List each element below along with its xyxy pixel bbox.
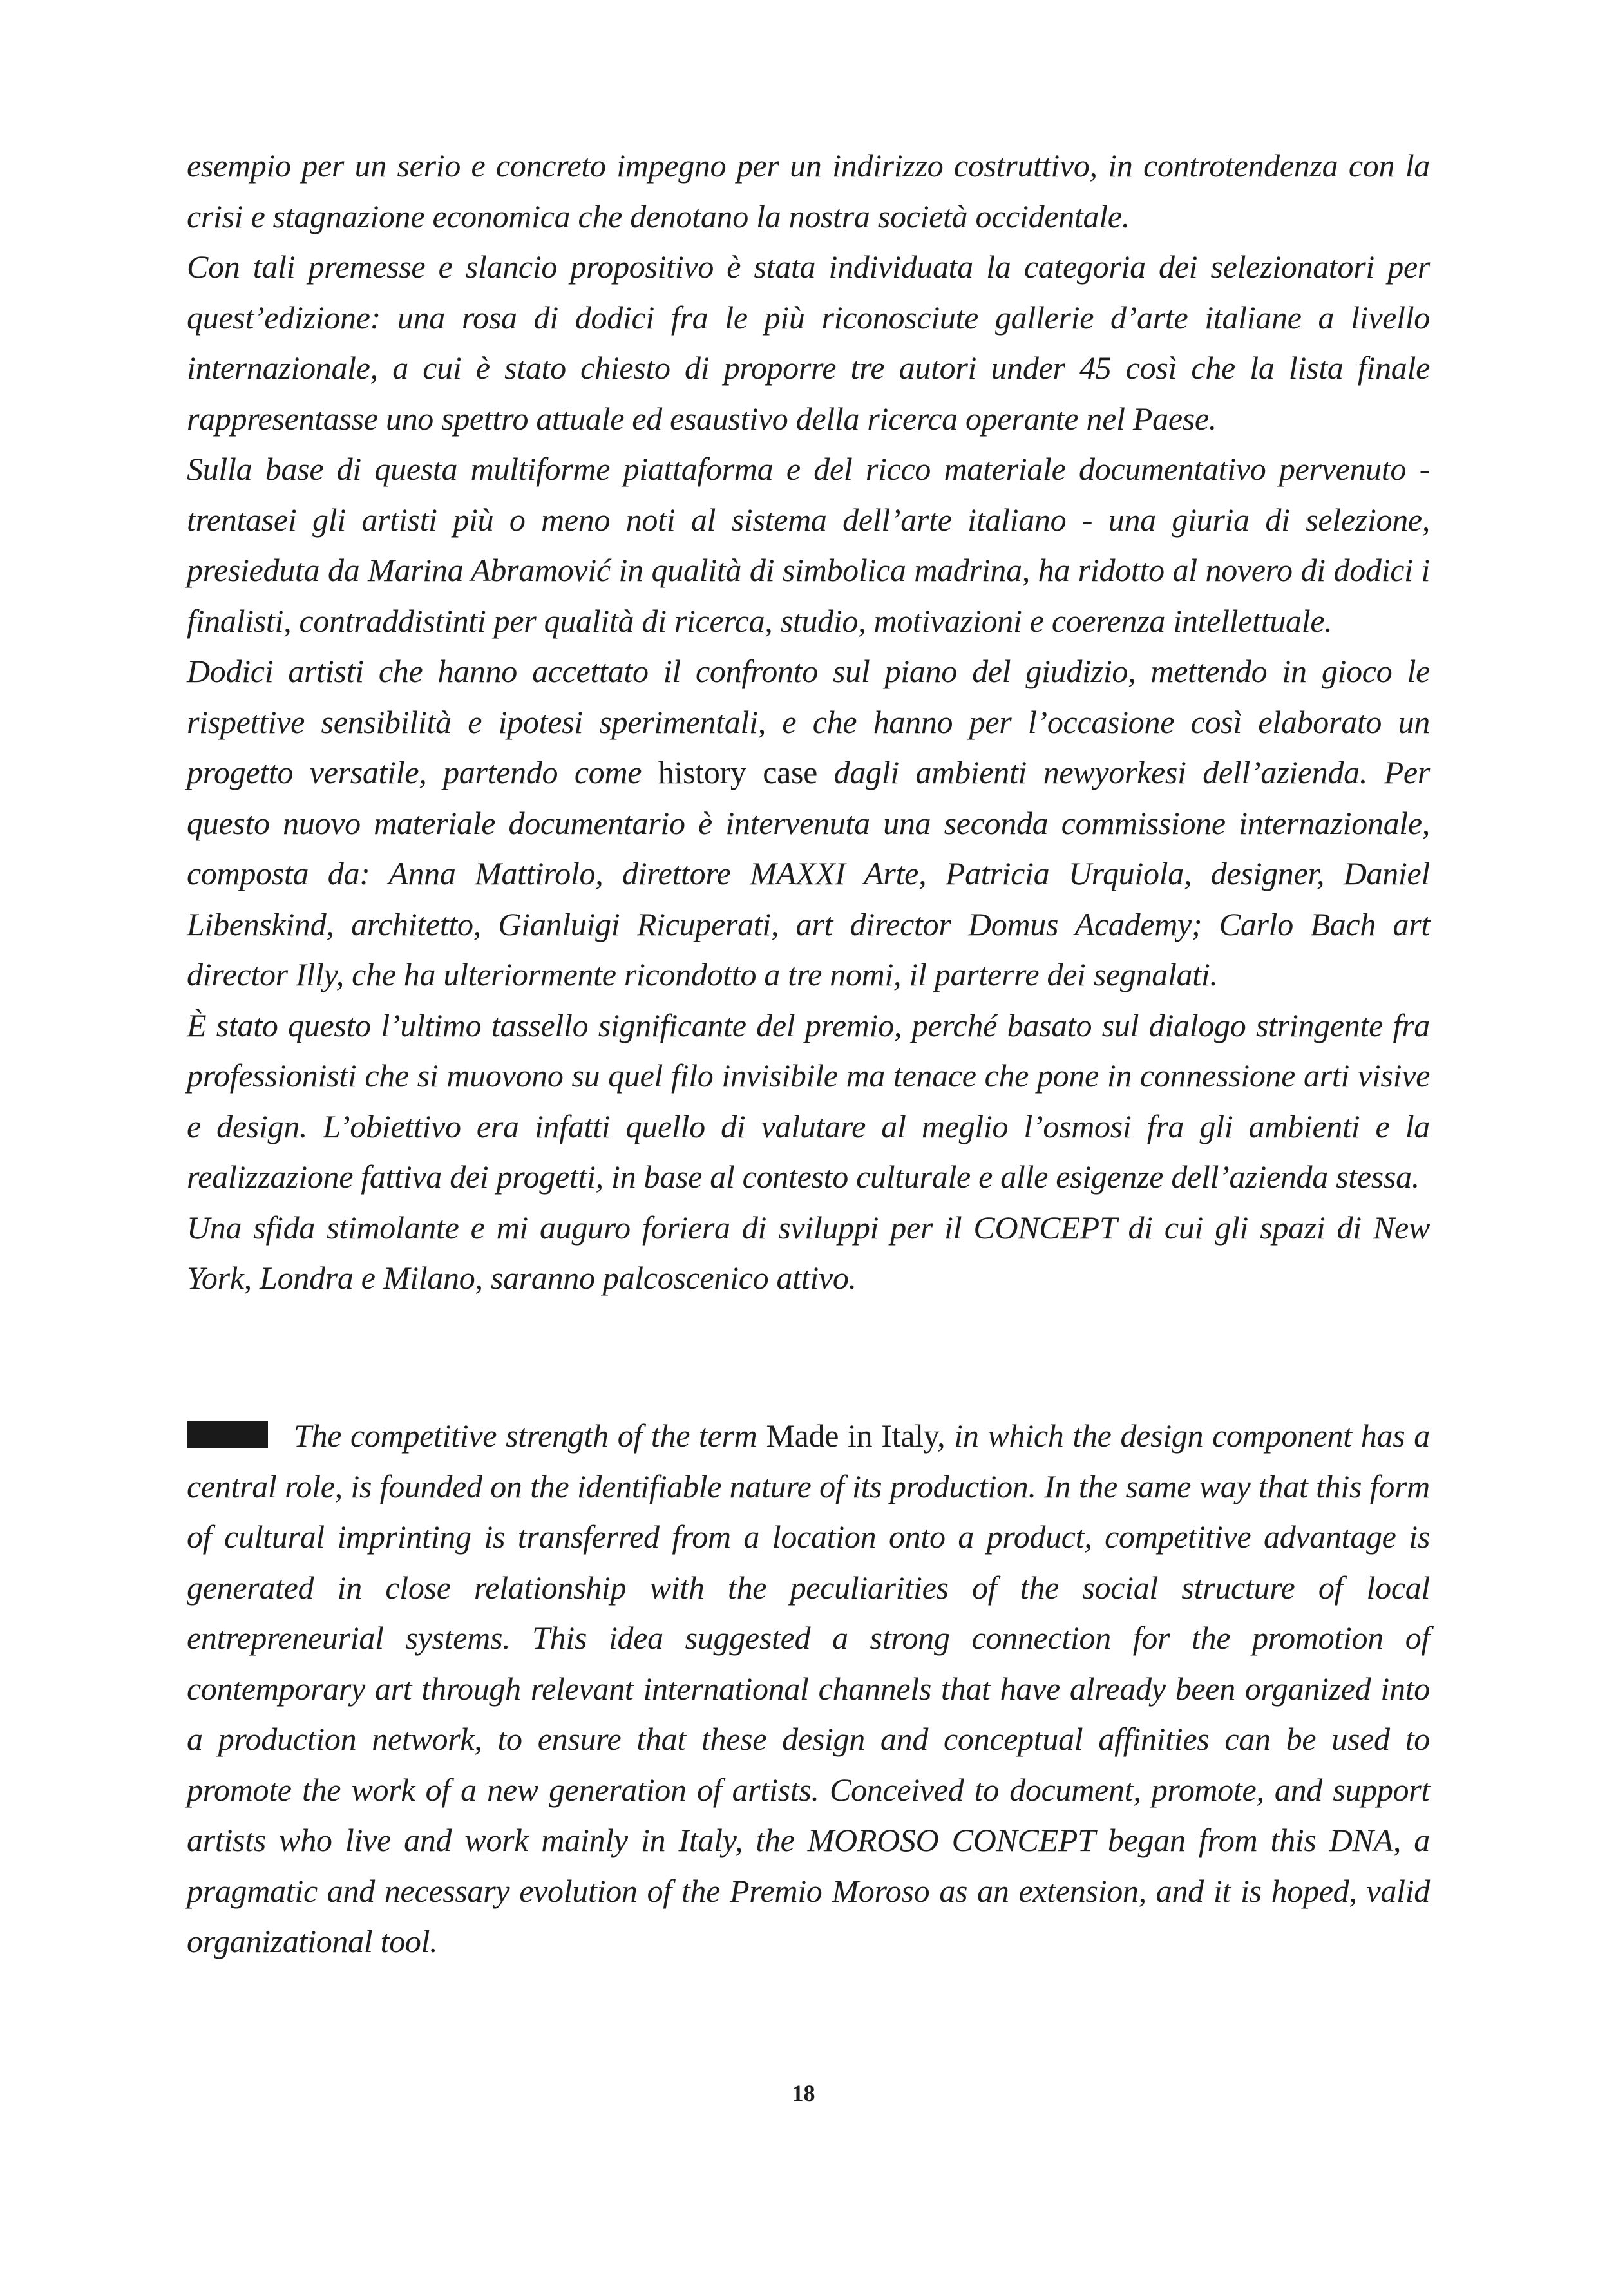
paragraph: Con tali premesse e slancio propositivo è stata individuata la categoria dei selezionatori per quest’edizione: una rosa di dodici fra le più riconosciute gallerie d’arte italiane a livello internazionale, a cui è stato chiesto di proporre tre autori under 45 così che la lista finale rappresentasse uno spettro attuale ed esaustivo della ricerca operante nel Paese.	[187, 249, 1430, 437]
paragraph: Una sfida stimolante e mi auguro foriera di sviluppi per il CONCEPT di cui gli spazi di New York, Londra e Milano, saranno palcoscenico attivo.	[187, 1209, 1430, 1296]
paragraph	[187, 1410, 1430, 1967]
paragraph-text: The competitive strength of the term	[294, 1418, 766, 1454]
paragraph: È stato questo l’ultimo tassello significante del premio, perché basato sul dialogo stringente fra professionisti che si muovono su quel filo invisibile ma tenace che pone in connessione arti visive e design. L’obiettivo era infatti quello di valutare al meglio l’osmosi fra gli ambienti e la realizzazione fattiva dei progetti, in base al contesto culturale e alle esigenze dell’azienda stessa.	[187, 1007, 1430, 1195]
section-marker-bar	[187, 1421, 268, 1448]
paragraph	[187, 646, 1430, 1000]
paragraph-text: Dodici artisti che hanno accettato il confronto sul piano del giudizio, mettendo in gioco le rispettive sensibilità e ipotesi sperimentali, e che hanno per l’occasione così elaborato un progetto versatile, partendo come	[187, 653, 1430, 790]
paragraph: esempio per un serio e concreto impegno per un indirizzo costruttivo, in controtendenza con la crisi e stagnazione economica che denotano la nostra società occidentale.	[187, 147, 1430, 234]
paragraph: Sulla base di questa multiforme piattaforma e del ricco materiale documentativo pervenuto - trentasei gli artisti più o meno noti al sistema dell’arte italiano - una giuria di selezione, presieduta da Marina Abramović in qualità di simbolica madrina, ha ridotto al novero di dodici i finalisti, contraddistinti per qualità di ricerca, studio, motivazioni e coerenza intellettuale.	[187, 451, 1430, 639]
italian-text-section	[187, 140, 1430, 1304]
emphasis-term: Made in Italy,	[766, 1418, 946, 1454]
emphasis-term: history case	[658, 754, 818, 790]
english-text-section	[187, 1410, 1430, 1967]
page-number: 18	[792, 2080, 815, 2106]
paragraph-text: in which the design component has a central role, is founded on the identifiable nature of its production. In the same way that this form of cultural imprinting is transferred from a location onto a product, competitive advantage is generated in close relationship with the peculiarities of the social structure of local entrepreneurial systems. This idea suggested a strong connection for the promotion of contemporary art through relevant international channels that have already been organized into a production network, to ensure that these design and conceptual affinities can be used to promote the work of a new generation of artists. Conceived to document, promote, and support artists who live and work mainly in Italy, the MOROSO CONCEPT began from this DNA, a pragmatic and necessary evolution of the Premio Moroso as an extension, and it is hoped, valid organizational tool.	[187, 1418, 1430, 1959]
paragraph-text: dagli ambienti newyorkesi dell’azienda. Per questo nuovo materiale documentario è intervenuta una seconda commissione internazionale, composta da: Anna Mattirolo, direttore MAXXI Arte, Patricia Urquiola, designer, Daniel Libenskind, architetto, Gianluigi Ricuperati, art director Domus Academy; Carlo Bach art director Illy, che ha ulteriormente ricondotto a tre nomi, il parterre dei segnalati.	[187, 754, 1430, 992]
